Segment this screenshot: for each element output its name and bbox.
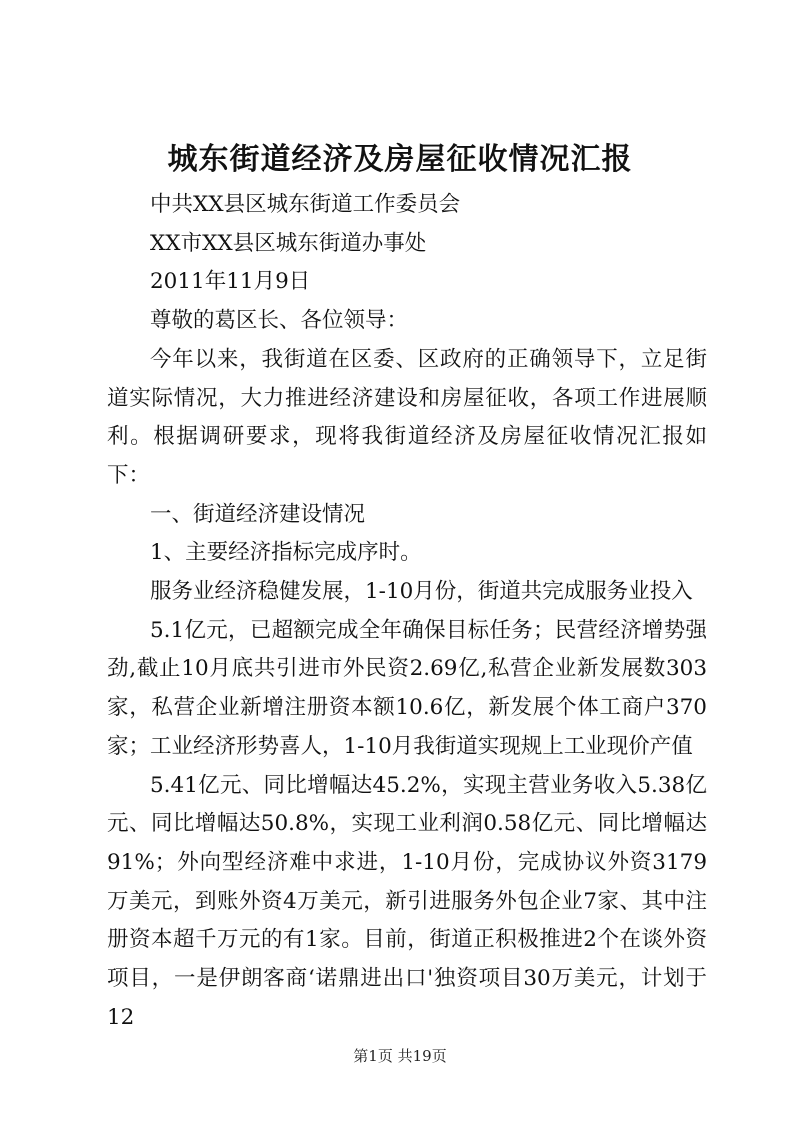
service-industry-paragraph: 服务业经济稳健发展，1-10月份，街道共完成服务业投入: [150, 579, 693, 605]
document-title: 城东街道经济及房屋征收情况汇报: [167, 142, 633, 177]
page-footer: 第1页 共19页: [353, 1047, 447, 1065]
salutation: 尊敬的葛区长、各位领导：: [150, 308, 409, 334]
section-heading: 一、街道经济建设情况: [150, 501, 366, 527]
document-date: 2011年11月9日: [150, 269, 311, 295]
private-economy-paragraph: 5.1亿元，已超额完成全年确保目标任务；民营经济增势强劲,截止10月底共引进市外民资2.69亿,私营企业新发展数303家，私营企业新增注册资本额10.6亿，新发展个体工商户370家；工业经济形势喜人，1-10月我街道实现规上工业现价产值: [107, 617, 707, 759]
issuer-party-committee: 中共XX县区城东街道工作委员会: [150, 192, 461, 217]
document-body: [107, 186, 707, 1037]
issuer-street-office: XX市XX县区城东街道办事处: [150, 230, 427, 256]
intro-paragraph: 今年以来，我街道在区委、区政府的正确领导下，立足街道实际情况，大力推进经济建设和房屋征收，各项工作进展顺利。根据调研要求，现将我街道经济及房屋征收情况汇报如下：: [107, 346, 707, 488]
subsection-heading: 1、主要经济指标完成序时。: [150, 540, 422, 566]
industrial-output-paragraph: 5.41亿元、同比增幅达45.2%，实现主营业务收入5.38亿元、同比增幅达50.8%，实现工业利润0.58亿元、同比增幅达91%；外向型经济难中求进，1-10月份，完成协议外资3179万美元，到账外资4万美元，新引进服务外包企业7家、其中注册资本超千万元的有1家。目前，街道正积极推进2个在谈外资项目，一是伊朗客商‘诺鼎进出口'独资项目30万美元，计划于12: [107, 772, 707, 1030]
